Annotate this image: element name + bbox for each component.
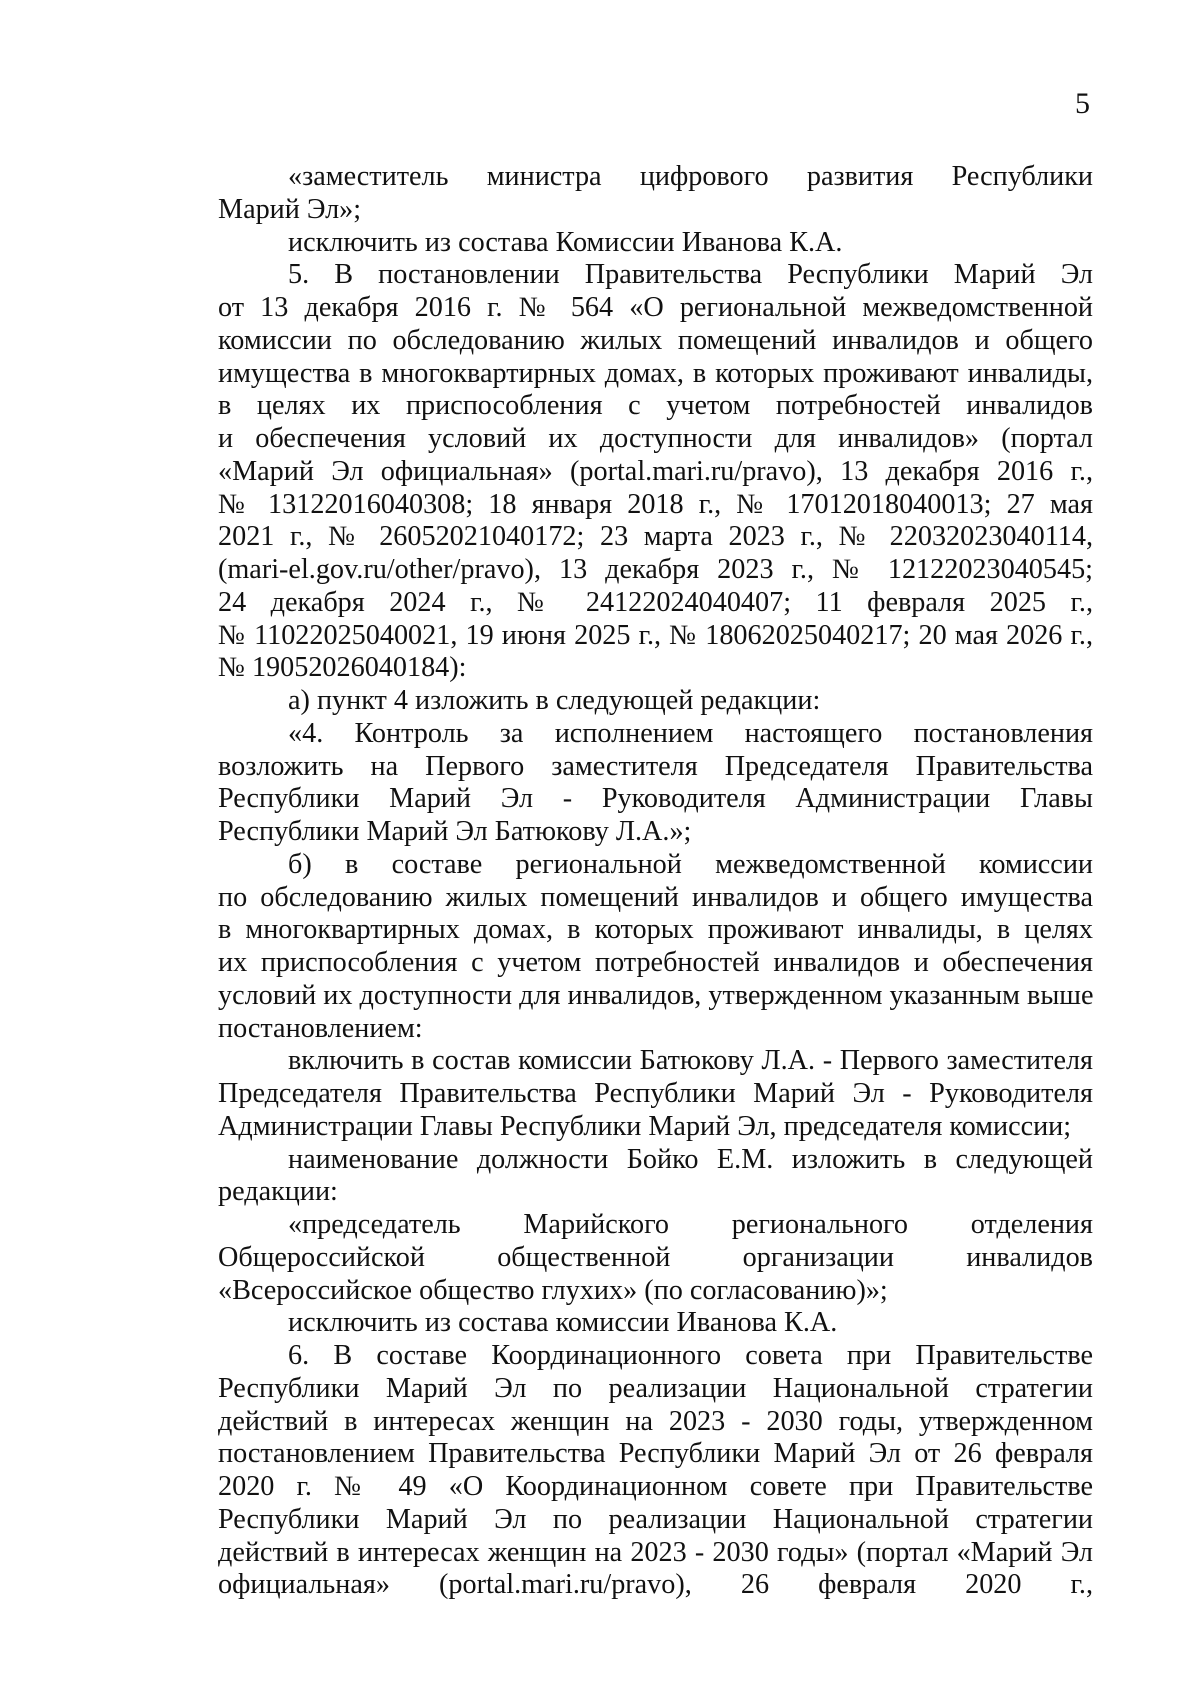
text-line: исключить из состава Комиссии Иванова К.А.	[288, 226, 843, 258]
text-line: в многоквартирных домах, в которых проживают инвалиды, в целях	[218, 914, 1093, 946]
text-line: а) пункт 4 изложить в следующей редакции:	[288, 685, 821, 716]
text-line: Республики Марий Эл - Руководителя Администрации Главы	[218, 783, 1093, 815]
text-line: № 11022025040021, 19 июня 2025 г., № 18062025040217; 20 мая 2026 г.,	[218, 619, 1093, 651]
text-line: действий в интересах женщин на 2023 - 2030 годы» (портал «Марий Эл	[218, 1536, 1093, 1568]
text-line: имущества в многоквартирных домах, в которых проживают инвалиды,	[218, 357, 1093, 389]
text-line: 24 декабря 2024 г., № 24122024040407; 11 февраля 2025 г.,	[218, 586, 1093, 618]
page-number: 5	[1075, 87, 1090, 120]
text-line: Общероссийской общественной организации инвалидов	[218, 1241, 1093, 1273]
text-line: 6. В составе Координационного совета при Правительстве	[288, 1340, 1093, 1371]
text-line: 2020 г. № 49 «О Координационном совете при Правительстве	[218, 1471, 1093, 1502]
text-line: Председателя Правительства Республики Марий Эл - Руководителя	[218, 1078, 1093, 1109]
text-line: и обеспечения условий их доступности для инвалидов» (портал	[218, 423, 1093, 454]
text-line: редакции:	[218, 1176, 338, 1208]
text-line: б) в составе региональной межведомственной комиссии	[288, 848, 1093, 880]
text-line: 5. В постановлении Правительства Республики Марий Эл	[288, 259, 1093, 291]
text-line: № 13122016040308; 18 января 2018 г., № 17012018040013; 27 мая	[218, 488, 1093, 520]
text-line: в целях их приспособления с учетом потребностей инвалидов	[218, 390, 1093, 422]
text-line: «заместитель министра цифрового развития Республики	[288, 161, 1093, 192]
text-line: постановлением:	[218, 1012, 423, 1044]
text-line: по обследованию жилых помещений инвалидов и общего имущества	[218, 881, 1093, 913]
text-line: постановлением Правительства Республики Марий Эл от 26 февраля	[218, 1438, 1093, 1470]
text-line: (mari-el.gov.ru/other/pravo), 13 декабря 2023 г., № 12122023040545;	[218, 554, 1093, 585]
text-line: «Всероссийское общество глухих» (по согласованию)»;	[218, 1274, 888, 1306]
text-line: наименование должности Бойко Е.М. изложить в следующей	[288, 1143, 1093, 1175]
text-line: комиссии по обследованию жилых помещений инвалидов и общего	[218, 324, 1093, 356]
text-line: их приспособления с учетом потребностей инвалидов и обеспечения	[218, 947, 1093, 978]
text-line: включить в состав комиссии Батюкову Л.А. - Первого заместителя	[288, 1045, 1093, 1077]
text-line: Республики Марий Эл по реализации Национальной стратегии	[218, 1372, 1093, 1404]
text-line: условий их доступности для инвалидов, утвержденном указанным выше	[218, 979, 1094, 1011]
text-line: от 13 декабря 2016 г. № 564 «О региональной межведомственной	[218, 292, 1093, 323]
text-line: возложить на Первого заместителя Председателя Правительства	[218, 750, 1093, 782]
text-line: исключить из состава комиссии Иванова К.А.	[288, 1307, 838, 1339]
text-line: № 19052026040184):	[218, 652, 467, 684]
text-line: действий в интересах женщин на 2023 - 2030 годы, утвержденном	[218, 1405, 1093, 1437]
text-line: «председатель Марийского регионального отделения	[288, 1209, 1093, 1240]
text-line: официальная» (portal.mari.ru/pravo), 26 февраля 2020 г.,	[218, 1569, 1093, 1601]
text-line: Республики Марий Эл Батюкову Л.А.»;	[218, 816, 692, 847]
text-line: Республики Марий Эл по реализации Национальной стратегии	[218, 1503, 1093, 1535]
text-line: Марий Эл»;	[218, 193, 362, 225]
text-line: Администрации Главы Республики Марий Эл, председателя комиссии;	[218, 1110, 1072, 1142]
text-line: «4. Контроль за исполнением настоящего постановления	[288, 717, 1093, 749]
text-line: «Марий Эл официальная» (portal.mari.ru/pravo), 13 декабря 2016 г.,	[218, 455, 1093, 487]
text-line: 2021 г., № 26052021040172; 23 марта 2023 г., № 22032023040114,	[218, 521, 1093, 553]
